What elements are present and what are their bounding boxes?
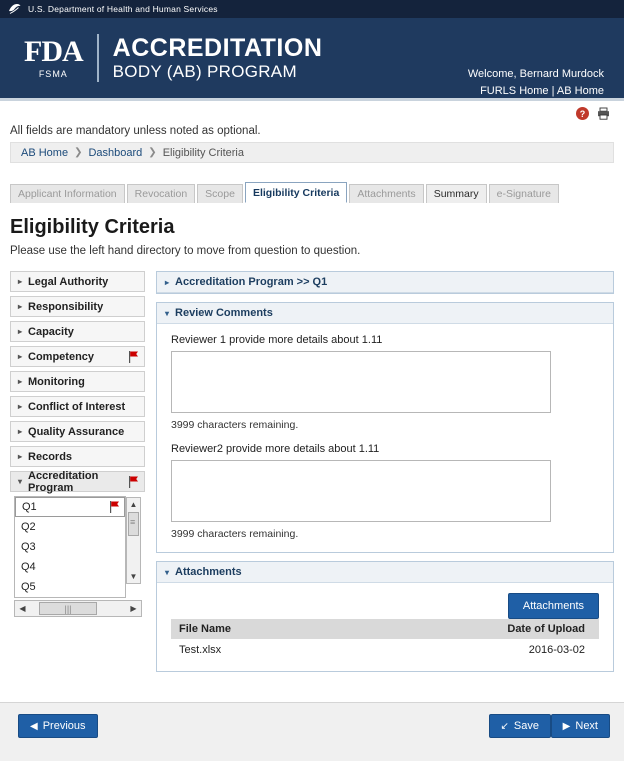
flag-icon bbox=[129, 351, 139, 363]
directory-item-quality-assurance[interactable] bbox=[10, 421, 145, 442]
tab-scope[interactable]: Scope bbox=[197, 184, 243, 203]
next-button[interactable] bbox=[551, 714, 610, 738]
column-date-of-upload: Date of Upload bbox=[345, 619, 599, 639]
review-comments-header[interactable] bbox=[157, 303, 613, 324]
previous-arrow-icon: ◀ bbox=[30, 720, 38, 732]
chevron-right-icon: ▸ bbox=[18, 452, 23, 461]
question-list[interactable] bbox=[14, 496, 138, 598]
directory-item-label: Records bbox=[28, 450, 73, 463]
program-title-line2: BODY (AB) PROGRAM bbox=[112, 62, 297, 82]
chevron-right-icon: ▸ bbox=[18, 402, 23, 411]
chevron-right-icon: ▸ bbox=[18, 302, 23, 311]
breadcrumb-item-dashboard[interactable]: Dashboard bbox=[88, 146, 143, 159]
directory-item-label: Competency bbox=[28, 350, 95, 363]
content-columns bbox=[10, 271, 614, 680]
link-ab-home[interactable]: AB Home bbox=[556, 84, 604, 97]
cell-file-name: Test.xlsx bbox=[179, 644, 222, 656]
question-item-q4[interactable] bbox=[15, 557, 125, 577]
directory-item-label: Legal Authority bbox=[28, 275, 109, 288]
question-label: Q2 bbox=[21, 521, 36, 533]
previous-button-label: Previous bbox=[42, 720, 86, 732]
save-button-label: Save bbox=[513, 720, 539, 732]
link-furls-home[interactable]: FURLS Home bbox=[480, 84, 549, 97]
question-label: Q5 bbox=[21, 581, 36, 593]
question-header[interactable] bbox=[157, 272, 613, 293]
question-header-panel bbox=[156, 271, 614, 294]
question-item-q2[interactable] bbox=[15, 517, 125, 537]
mandatory-notice: All fields are mandatory unless noted as optional. bbox=[10, 125, 261, 137]
directory-item-label: Accreditation Program bbox=[28, 469, 99, 494]
hhs-eagle-icon bbox=[8, 2, 22, 16]
hhs-banner-text: U.S. Department of Health and Human Services bbox=[28, 4, 218, 14]
directory-item-label: Monitoring bbox=[28, 375, 85, 388]
chevron-right-icon: ▸ bbox=[18, 352, 23, 361]
chevron-right-icon: ❯ bbox=[148, 147, 157, 158]
reviewer1-remaining: 3999 characters remaining. bbox=[171, 419, 299, 431]
reviewer2-label: Reviewer2 provide more details about 1.11 bbox=[171, 443, 380, 455]
scroll-thumb-horizontal[interactable]: ||| bbox=[39, 602, 97, 615]
help-icon[interactable]: ? bbox=[576, 107, 589, 120]
tab-revocation[interactable]: Revocation bbox=[127, 184, 196, 203]
attachments-header[interactable] bbox=[157, 562, 613, 583]
criteria-directory bbox=[10, 271, 145, 680]
tab-eligibility-criteria[interactable]: Eligibility Criteria bbox=[245, 182, 347, 203]
directory-item-competency[interactable] bbox=[10, 346, 145, 367]
tab-applicant-information[interactable]: Applicant Information bbox=[10, 184, 125, 203]
site-header bbox=[0, 18, 624, 101]
question-list-horizontal-scrollbar[interactable] bbox=[14, 600, 142, 617]
attachments-body bbox=[157, 583, 613, 671]
chevron-right-icon: ▸ bbox=[18, 427, 23, 436]
directory-item-accreditation-program[interactable] bbox=[10, 471, 145, 492]
attachments-title: Attachments bbox=[175, 566, 242, 578]
previous-button[interactable] bbox=[18, 714, 98, 738]
attachments-panel bbox=[156, 561, 614, 672]
question-label: Q3 bbox=[21, 541, 36, 553]
table-row[interactable] bbox=[171, 639, 599, 661]
welcome-block bbox=[468, 66, 604, 99]
directory-item-label: Capacity bbox=[28, 325, 74, 338]
next-arrow-icon: ▶ bbox=[562, 720, 571, 732]
tab-summary[interactable]: Summary bbox=[426, 184, 487, 203]
chevron-down-icon: ▾ bbox=[18, 477, 23, 486]
directory-item-label: Responsibility bbox=[28, 300, 104, 313]
welcome-text: Welcome, Bernard Murdock bbox=[467, 68, 604, 80]
flag-icon bbox=[129, 476, 139, 488]
breadcrumb bbox=[10, 142, 614, 163]
logo-divider bbox=[97, 34, 99, 82]
scroll-right-arrow-icon[interactable]: ▶ bbox=[130, 604, 137, 613]
chevron-right-icon: ▸ bbox=[18, 327, 23, 336]
review-comments-body bbox=[157, 324, 613, 552]
main-content bbox=[0, 101, 624, 680]
question-detail bbox=[156, 271, 614, 680]
next-button-label: Next bbox=[575, 720, 598, 732]
reviewer2-remaining: 3999 characters remaining. bbox=[171, 528, 299, 540]
question-item-q3[interactable] bbox=[15, 537, 125, 557]
page-title: Eligibility Criteria bbox=[10, 216, 175, 238]
question-label: Q1 bbox=[22, 501, 37, 513]
save-button[interactable] bbox=[489, 714, 551, 738]
chevron-right-icon: ▸ bbox=[18, 277, 23, 286]
breadcrumb-item-eligibility-criteria: Eligibility Criteria bbox=[162, 146, 244, 159]
attachments-button[interactable]: Attachments bbox=[508, 593, 599, 619]
directory-item-responsibility[interactable] bbox=[10, 296, 145, 317]
tab-bar bbox=[10, 183, 614, 203]
directory-item-capacity[interactable] bbox=[10, 321, 145, 342]
reviewer2-textarea[interactable] bbox=[171, 460, 551, 522]
hhs-banner bbox=[0, 0, 624, 18]
utility-icons bbox=[576, 107, 610, 120]
review-comments-title: Review Comments bbox=[175, 307, 273, 319]
directory-item-records[interactable] bbox=[10, 446, 145, 467]
question-header-title: Accreditation Program >> Q1 bbox=[175, 276, 328, 288]
breadcrumb-item-ab-home[interactable]: AB Home bbox=[21, 146, 69, 159]
chevron-down-icon: ▾ bbox=[165, 567, 170, 577]
question-label: Q4 bbox=[21, 561, 36, 573]
fda-logo bbox=[24, 34, 322, 82]
question-list-vertical-scrollbar[interactable] bbox=[126, 497, 141, 584]
directory-item-monitoring[interactable] bbox=[10, 371, 145, 392]
directory-item-legal-authority[interactable] bbox=[10, 271, 145, 292]
chevron-right-icon: ❯ bbox=[74, 147, 83, 158]
chevron-right-icon: ▸ bbox=[165, 277, 170, 287]
attachments-table bbox=[171, 619, 599, 661]
flag-icon bbox=[110, 501, 120, 513]
footer-bar bbox=[0, 702, 624, 761]
scroll-down-arrow-icon[interactable]: ▼ bbox=[129, 572, 138, 581]
question-item-q1[interactable] bbox=[15, 497, 125, 517]
tab-e-signature[interactable]: e-Signature bbox=[489, 184, 559, 203]
review-comments-panel bbox=[156, 302, 614, 553]
question-item-q5[interactable] bbox=[15, 577, 125, 597]
scroll-thumb-vertical[interactable] bbox=[128, 512, 139, 536]
cell-date-of-upload: 2016-03-02 bbox=[528, 644, 585, 656]
fda-logo-text: FDA bbox=[24, 35, 83, 68]
directory-item-label: Quality Assurance bbox=[28, 425, 125, 438]
scroll-left-arrow-icon[interactable]: ◀ bbox=[19, 604, 26, 613]
reviewer1-label: Reviewer 1 provide more details about 1.11 bbox=[171, 334, 383, 346]
table-header-row bbox=[171, 619, 599, 639]
scroll-up-arrow-icon[interactable]: ▲ bbox=[129, 500, 138, 509]
link-separator: | bbox=[551, 84, 555, 97]
column-file-name: File Name bbox=[171, 619, 345, 639]
chevron-down-icon: ▾ bbox=[165, 308, 170, 318]
reviewer1-textarea[interactable] bbox=[171, 351, 551, 413]
program-title-line1: ACCREDITATION bbox=[112, 33, 323, 62]
chevron-right-icon: ▸ bbox=[18, 377, 23, 386]
print-icon[interactable] bbox=[597, 107, 610, 120]
tab-attachments[interactable]: Attachments bbox=[349, 184, 423, 203]
page-subtitle: Please use the left hand directory to move from question to question. bbox=[10, 245, 361, 257]
fsma-logo-text: FSMA bbox=[38, 69, 68, 79]
save-icon: ↙ bbox=[500, 720, 509, 732]
directory-item-label: Conflict of Interest bbox=[28, 400, 126, 413]
directory-item-conflict-of-interest[interactable] bbox=[10, 396, 145, 417]
